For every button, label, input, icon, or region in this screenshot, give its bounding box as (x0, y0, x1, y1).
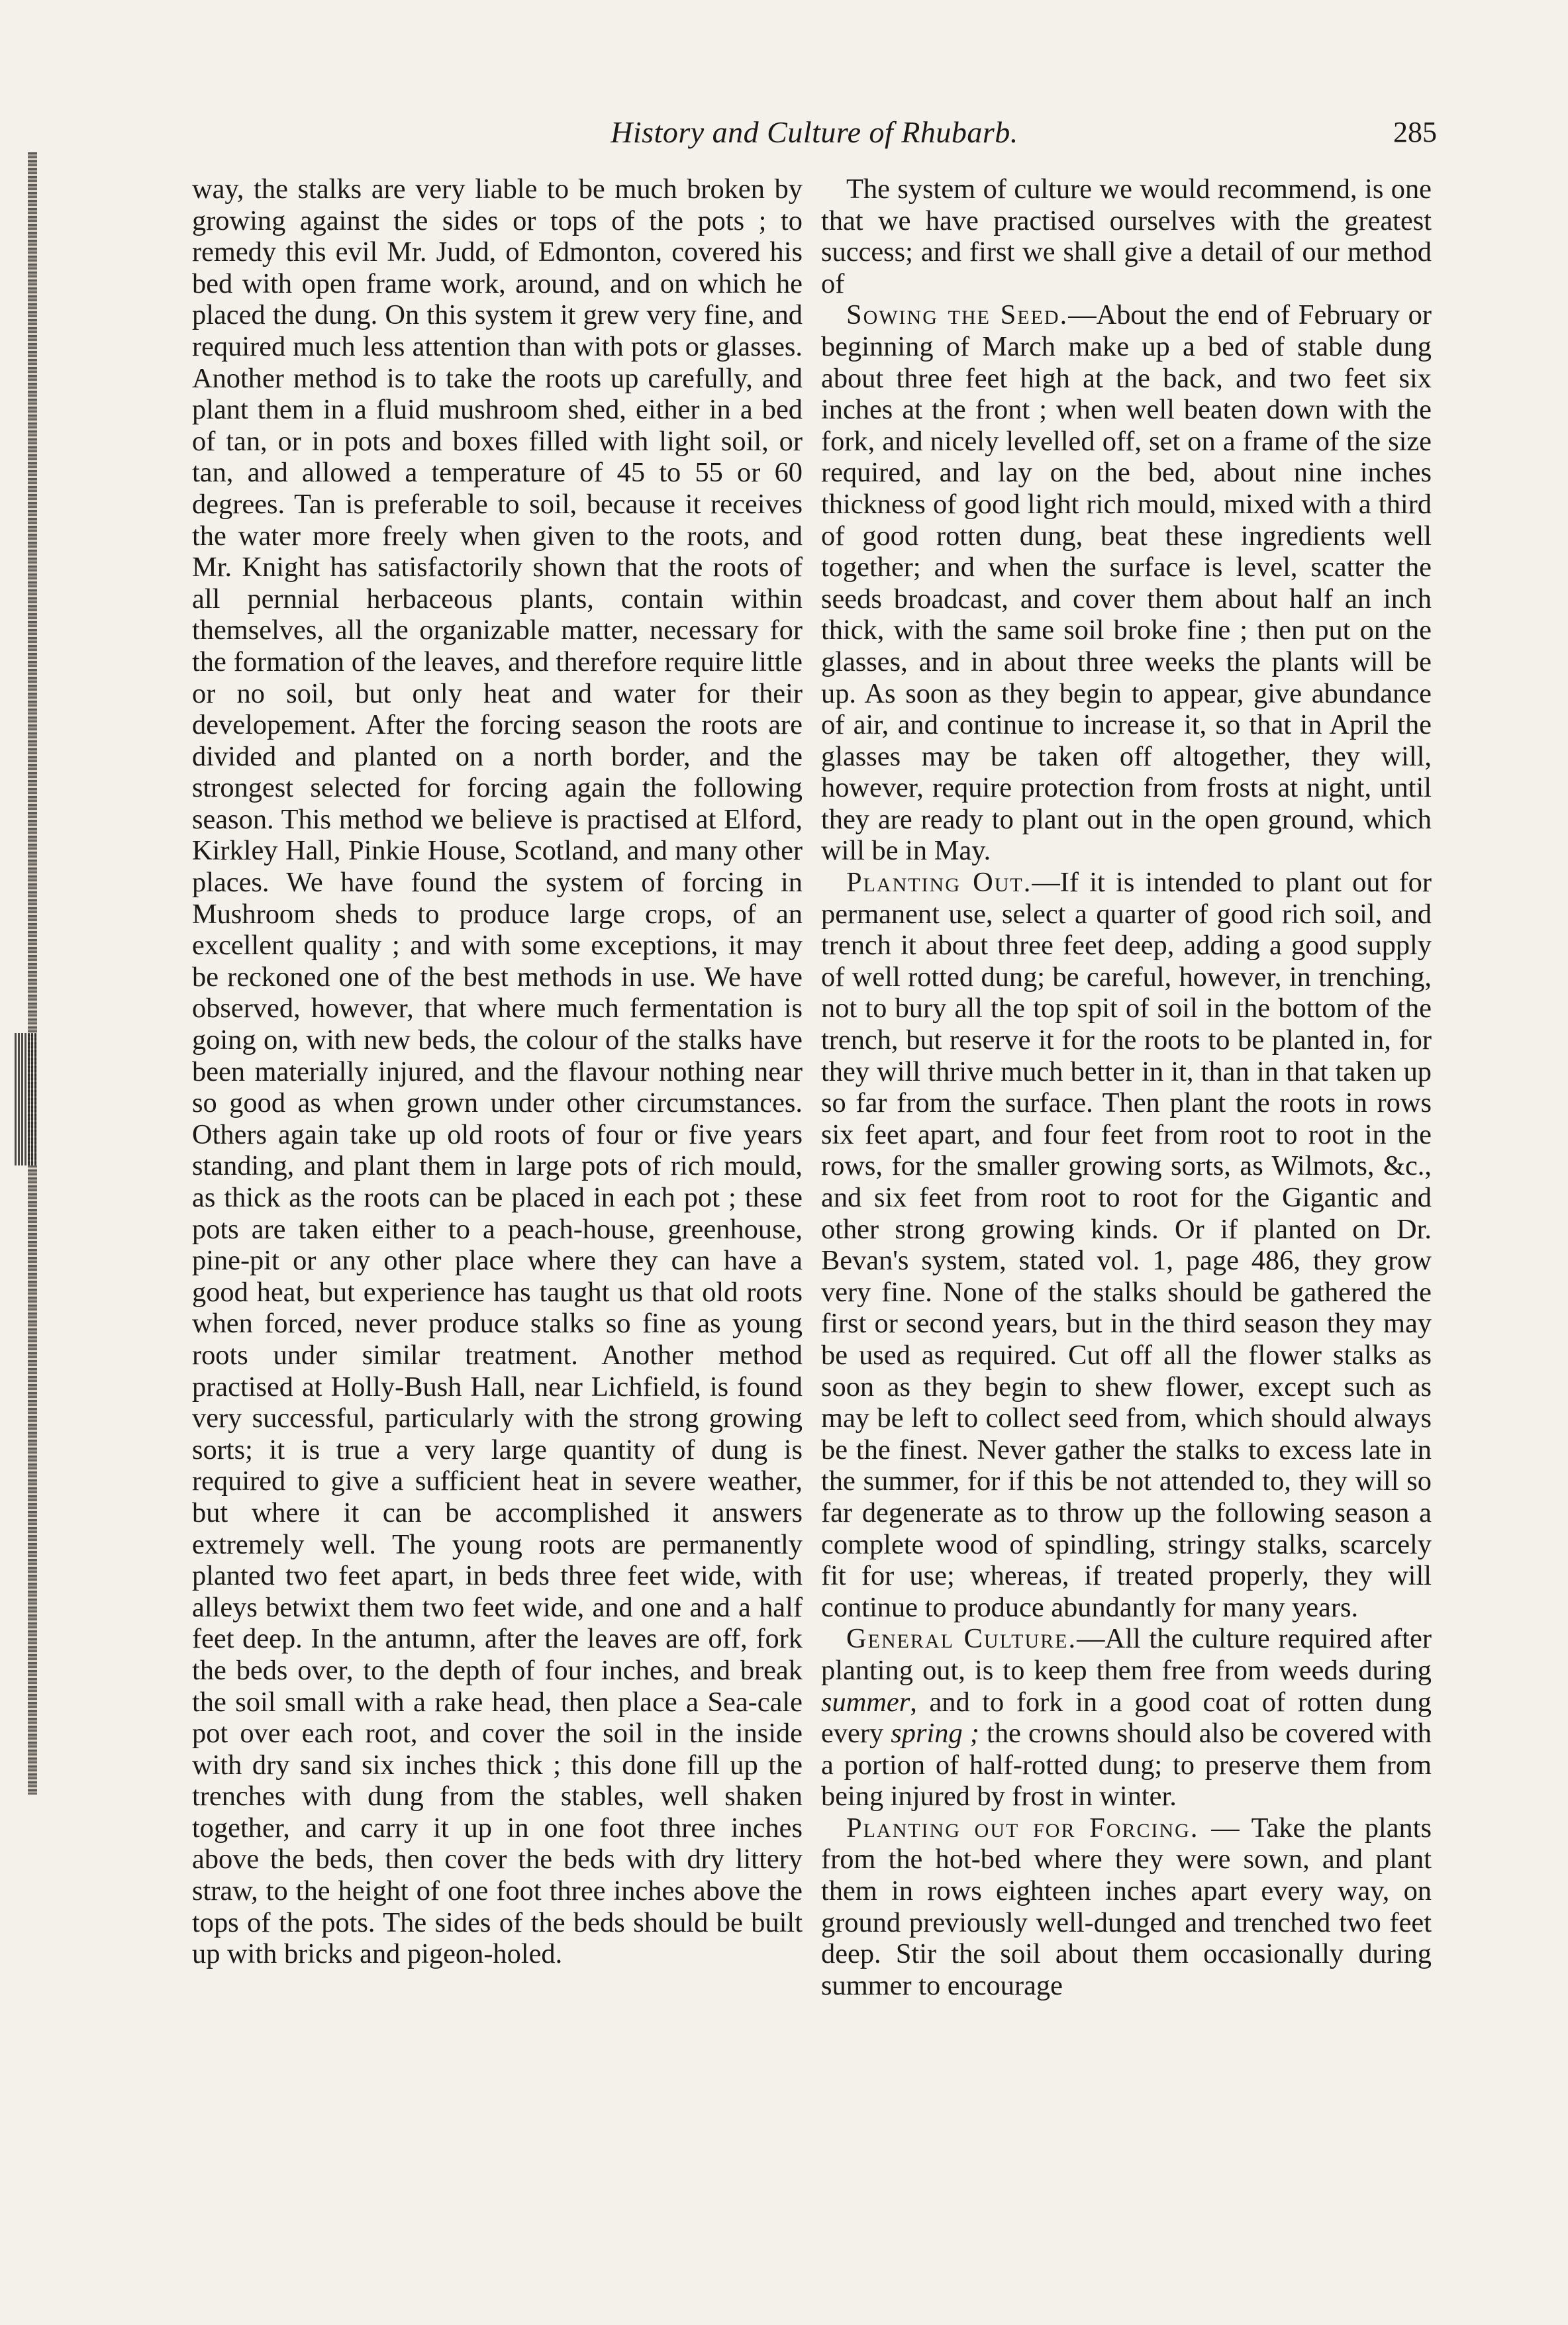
planting-out-heading: Planting Out. (846, 867, 1032, 899)
right-column (821, 173, 1432, 2054)
page-number: 285 (1393, 116, 1437, 148)
binding-mark-decoration (15, 1033, 37, 1165)
binding-edge-decoration (28, 152, 37, 1795)
sowing-text: —About the end of February or beginning of March make up a bed of stable dung about three feet high at the back, and two feet six inches at the front ; when well beaten down with the fork, and nicely levelled off, set on a frame of the size required, and lay on the bed, about nine inches thickness of good light rich mould, mixed with a third of good rotten dung, beat these ingredients well together; and when the surface is level, scatter the seeds broadcast, and cover them about half an inch thick, with the same soil broke fine ; then put on the glasses, and in about three weeks the plants will be up. As soon as they begin to appear, give abundance of air, and continue to increase it, so that in April the glasses may be taken off altogether, they will, however, require protection from frosts at night, until they are ready to plant out in the open ground, which will be in May. (821, 299, 1432, 867)
general-culture-text-a: —All the culture required after planting out, is to keep them free from weeds during (821, 1623, 1432, 1686)
left-column (192, 173, 803, 2054)
general-culture-text-c: the crowns should also be covered with a portion of half-rotted dung; to preserve them from being injured by frost in winter. (821, 1718, 1432, 1812)
sowing-paragraph (821, 299, 1432, 867)
sowing-heading: Sowing the Seed. (846, 299, 1069, 331)
forcing-paragraph (821, 1812, 1432, 2002)
running-title: History and Culture of Rhubarb. (611, 115, 1018, 149)
binding-gutter (0, 0, 46, 2325)
general-culture-italic-spring: spring ; (891, 1718, 979, 1750)
general-culture-italic-summer: summer (821, 1686, 910, 1718)
intro-paragraph: The system of culture we would recommend, is one that we have practised ourselves with the greatest success; and first we shall give a detail of our method of (821, 173, 1432, 299)
planting-out-text: —If it is intended to plant out for permanent use, select a quarter of good rich soil, and trench it about three feet deep, adding a good supply of well rotted dung; be careful, however, in trenching, not to bury all the top spit of soil in the bottom of the trench, but reserve it for the roots to be planted in, for they will thrive much better in it, than in that taken up so far from the surface. Then plant the roots in rows six feet apart, and four feet from root to root in the rows, for the smaller growing sorts, as Wilmots, &c., and six feet from root to root for the Gigantic and other strong growing kinds. Or if planted on Dr. Bevan's system, stated vol. 1, page 486, they grow very fine. None of the stalks should be gathered the first or second years, but in the third season they may be used as required. Cut off all the flower stalks as soon as they begin to shew flower, except such as may be left to collect seed from, which should always be the finest. Never gather the stalks to excess late in the summer, for if this be not attended to, they will so far degenerate as to throw up the following season a complete wood of spindling, stringy stalks, scarcely fit for use; whereas, if treated properly, they will continue to produce abundantly for many years. (821, 867, 1432, 1623)
general-culture-text-b: , and to fork in a good coat of rotten dung every (821, 1686, 1432, 1750)
general-culture-heading: General Culture. (846, 1623, 1077, 1655)
forcing-text: — Take the plants from the hot-bed where they were sown, and plant them in rows eighteen inches apart every way, on ground previously well-dunged and trenched two feet deep. Stir the soil about them occasionally during summer to encourage (821, 1812, 1432, 2001)
left-column-paragraph: way, the stalks are very liable to be much broken by growing against the sides or tops of the pots ; to remedy this evil Mr. Judd, of Edmonton, covered his bed with open frame work, around, and on which he placed the dung. On this system it grew very fine, and required much less attention than with pots or glasses. Another method is to take the roots up carefully, and plant them in a fluid mushroom shed, either in a bed of tan, or in pots and boxes filled with light soil, or tan, and allowed a temperature of 45 to 55 or 60 degrees. Tan is preferable to soil, because it receives the water more freely when given to the roots, and Mr. Knight has satisfactorily shown that the roots of all pernnial herbaceous plants, contain within themselves, all the organizable matter, necessary for the formation of the leaves, and therefore require little or no soil, but only heat and water for their developement. After the forcing season the roots are divided and planted on a north border, and the strongest selected for forcing again the following season. This method we believe is practised at Elford, Kirkley Hall, Pinkie House, Scotland, and many other places. We have found the system of forcing in Mushroom sheds to produce large crops, of an excellent quality ; and with some exceptions, it may be reckoned one of the best methods in use. We have observed, however, that where much fermentation is going on, with new beds, the colour of the stalks have been materially injured, and the flavour nothing near so good as when grown under other circumstances. Others again take up old roots of four or five years standing, and plant them in large pots of rich mould, as thick as the roots can be placed in each pot ; these pots are taken either to a peach-house, greenhouse, pine-pit or any other place where they can have a good heat, but experience has taught us that old roots when forced, never produce stalks so fine as young roots under similar treatment. Another method practised at Holly-Bush Hall, near Lichfield, is found very successful, particularly with the strong growing sorts; it is true a very large quantity of dung is required to give a sufficient heat in severe weather, but where it can be accomplished it answers extremely well. The young roots are permanently planted two feet apart, in beds three feet wide, with alleys betwixt them two feet wide, and one and a half feet deep. In the antumn, after the leaves are off, fork the beds over, to the depth of four inches, and break the soil small with a rake head, then place a Sea-cale pot over each root, and cover the soil in the inside with dry sand six inches thick ; this done fill up the trenches with dung from the stables, well shaken together, and carry it up in one foot three inches above the beds, then cover the beds with dry littery straw, to the height of one foot three inches above the tops of the pots. The sides of the beds should be built up with bricks and pigeon-holed. (192, 173, 803, 1970)
planting-out-paragraph (821, 867, 1432, 1623)
forcing-heading: Planting out for Forcing. (846, 1812, 1199, 1844)
general-culture-paragraph (821, 1623, 1432, 1812)
page-header (192, 113, 1437, 152)
